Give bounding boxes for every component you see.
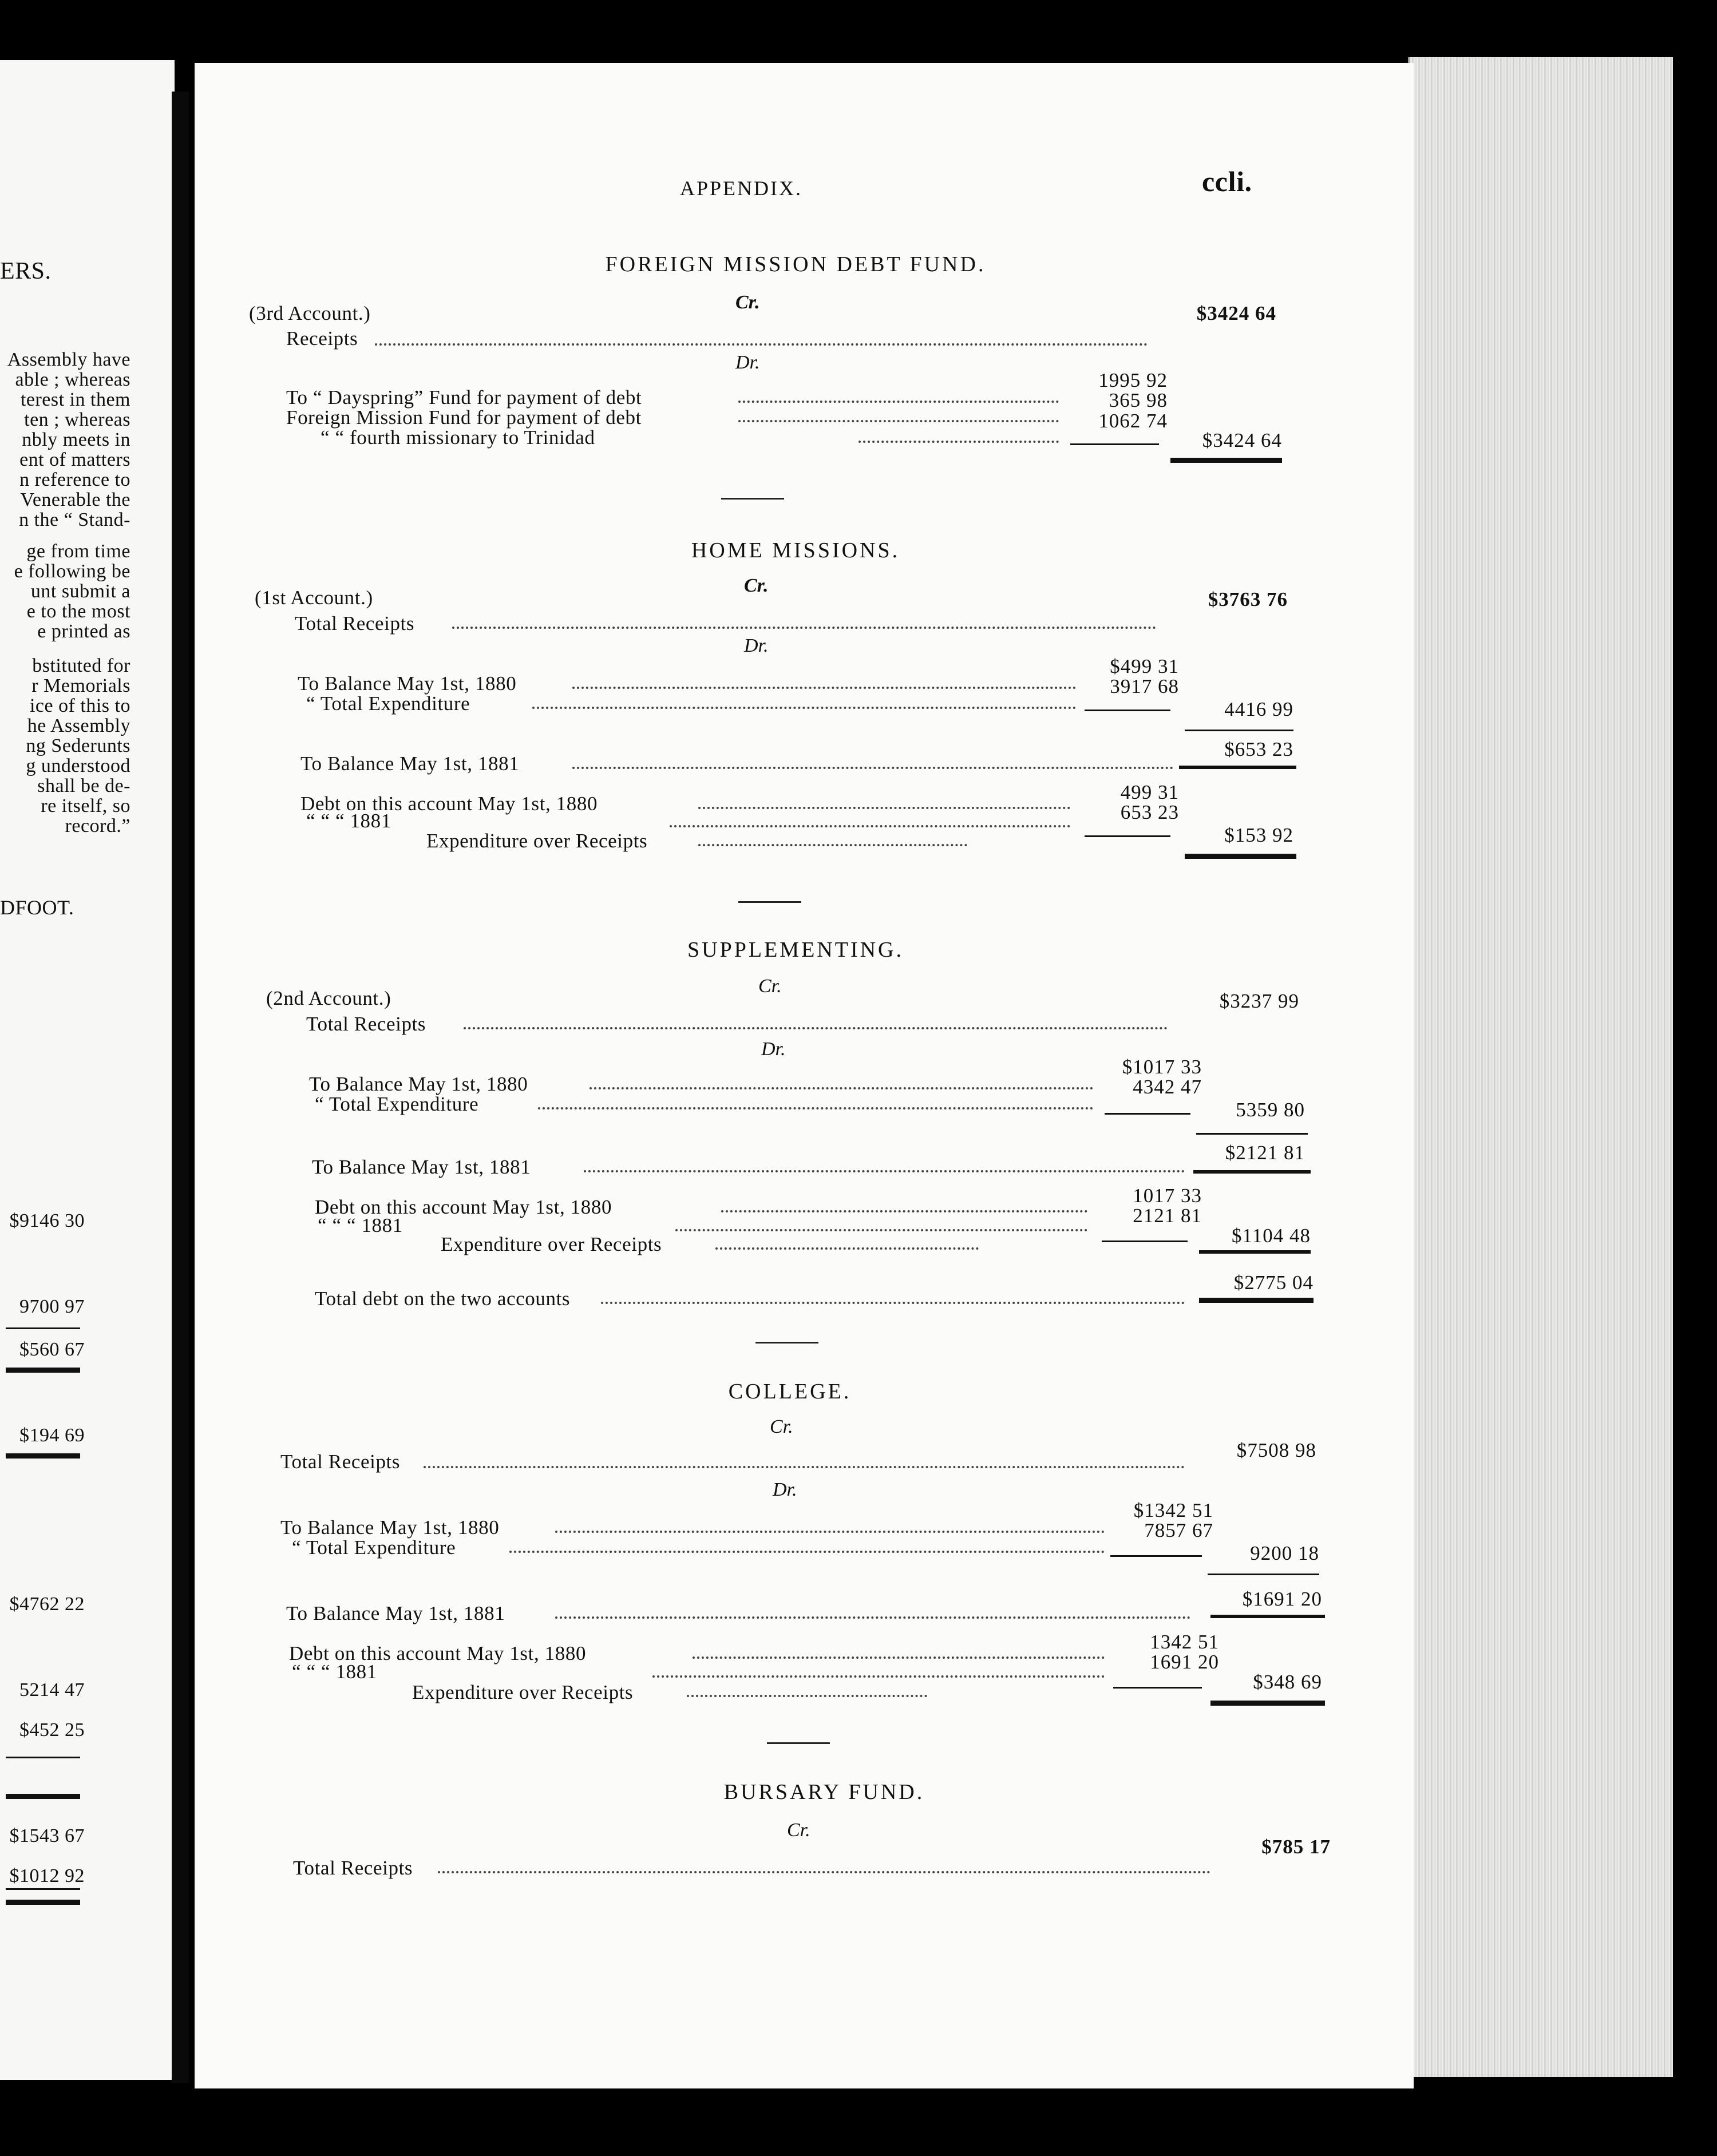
college-debt80: 1342 51 [1150,1631,1219,1653]
left-text-line: e to the most [26,601,130,622]
leader-dots [738,420,1059,422]
rule [1210,1615,1325,1618]
section-title-college: COLLEGE. [728,1380,852,1404]
section-divider [755,1342,818,1343]
college-cr: Cr. [770,1416,793,1437]
rule [1102,1241,1188,1242]
rule [1113,1687,1202,1689]
left-text-line: e printed as [37,621,130,642]
left-text-line: Venerable the [20,489,130,510]
home-debt81-label: “ “ “ 1881 [306,810,391,832]
book-gutter [172,92,189,2083]
fmdf-line-1-label: To “ Dayspring” Fund for payment of debt [286,386,642,409]
left-text-line: ice of this to [29,695,130,716]
college-exp-amount: 7857 67 [1144,1519,1213,1541]
fmdf-line-2-amount: 365 98 [1109,389,1168,411]
leader-dots [452,627,1156,629]
rule [1185,730,1293,731]
left-text-line: ng Sederunts [26,735,130,756]
left-text-line: terest in them [20,389,130,410]
college-exp-label: “ Total Expenditure [292,1536,456,1559]
supp-receipts-total: $3237 99 [1219,990,1299,1012]
home-cr: Cr. [744,575,769,596]
rule [1085,835,1170,837]
supp-over-amount: $1104 48 [1232,1224,1311,1247]
fmdf-line-2-label: Foreign Mission Fund for payment of debt [286,406,642,429]
left-amount: $560 67 [19,1339,85,1360]
left-text-line: bstituted for [32,655,130,676]
leader-dots [687,1695,927,1697]
rule [1196,1133,1308,1135]
home-exp-amount: 3917 68 [1110,675,1179,697]
home-account: (1st Account.) [255,586,373,609]
double-rule [1170,458,1282,463]
rule [6,1453,80,1459]
leader-dots [538,1107,1093,1109]
home-bal81-amount: $653 23 [1224,738,1293,760]
bursary-receipts-label: Total Receipts [293,1857,413,1879]
leader-dots [652,1675,1105,1678]
left-signature: DFOOT. [0,896,74,919]
rule [6,1368,80,1373]
bursary-cr: Cr. [787,1820,810,1841]
main-page [195,63,1414,2088]
rule [1070,443,1159,445]
left-amount: $1543 67 [9,1825,85,1846]
rule [6,1794,80,1799]
leader-dots [572,687,1076,689]
college-receipts-total: $7508 98 [1236,1439,1316,1461]
section-divider [767,1742,830,1744]
college-debt-label: Debt on this account May 1st, 1880 [289,1642,587,1664]
leader-dots [858,441,1059,443]
section-title-supp: SUPPLEMENTING. [687,938,904,962]
supp-exp-amount: 4342 47 [1133,1076,1202,1098]
leader-dots [670,825,1070,827]
supp-bal-amount: $1017 33 [1122,1056,1202,1078]
section-title-home: HOME MISSIONS. [691,538,900,562]
leader-dots [715,1247,979,1250]
leader-dots [584,1170,1185,1172]
left-amount: $9146 30 [9,1210,85,1231]
leader-dots [438,1871,1210,1873]
supp-over-label: Expenditure over Receipts [441,1233,662,1255]
leader-dots [675,1229,1087,1231]
section-title-fmdf: FOREIGN MISSION DEBT FUND. [605,252,986,276]
supp-exp-label: “ Total Expenditure [315,1093,479,1115]
supp-debt81: 2121 81 [1133,1204,1202,1227]
page-number: ccli. [1202,165,1252,197]
leader-dots [698,844,967,846]
rule [6,1888,80,1890]
home-bal81-label: To Balance May 1st, 1881 [300,752,520,775]
double-rule [1185,854,1296,859]
leader-dots [698,807,1070,809]
leader-dots [721,1210,1087,1212]
college-bal81-amount: $1691 20 [1242,1588,1322,1610]
home-sum: 4416 99 [1224,698,1293,720]
home-bal-amount: $499 31 [1110,655,1179,677]
left-text-line: he Assembly [27,715,130,736]
leader-dots [464,1027,1168,1029]
supp-receipts-label: Total Receipts [306,1013,426,1035]
supp-debt-label: Debt on this account May 1st, 1880 [315,1196,612,1218]
fmdf-cr: Cr. [735,292,760,313]
college-dr: Dr. [773,1479,797,1500]
leader-dots [555,1531,1105,1533]
supp-bal-label: To Balance May 1st, 1880 [309,1073,528,1095]
left-amount: $4762 22 [9,1594,85,1615]
left-text-line: n the “ Stand- [19,509,130,530]
college-receipts-label: Total Receipts [280,1450,401,1473]
supp-debt80: 1017 33 [1133,1184,1202,1207]
supp-total-debt: $2775 04 [1233,1271,1314,1294]
leader-dots [738,401,1059,403]
home-over-amount: $153 92 [1224,824,1293,846]
left-amount: $194 69 [19,1425,85,1446]
left-text-line: r Memorials [31,675,130,696]
left-amount: $1012 92 [9,1865,85,1886]
left-text-line: n reference to [19,469,130,490]
home-exp-label: “ Total Expenditure [306,692,470,715]
supp-sum: 5359 80 [1236,1099,1305,1121]
left-text-line: g understood [26,755,130,776]
bursary-receipts-total: $785 17 [1261,1836,1331,1858]
left-amount: 9700 97 [19,1296,85,1317]
home-receipts-label: Total Receipts [295,612,415,635]
left-amount: $452 25 [19,1719,85,1741]
rule [1110,1555,1202,1557]
left-text-line: unt submit a [30,581,130,602]
leader-dots [601,1302,1185,1304]
supp-bal81-amount: $2121 81 [1225,1142,1305,1164]
home-over-label: Expenditure over Receipts [426,830,648,852]
rule [1105,1113,1190,1115]
college-bal-amount: $1342 51 [1133,1499,1213,1521]
home-receipts-total: $3763 76 [1208,588,1288,611]
home-dr: Dr. [744,635,769,656]
fmdf-receipts-total: $3424 64 [1196,302,1276,324]
leader-dots [572,767,1173,769]
rule [6,1900,80,1905]
home-debt80: 499 31 [1120,781,1179,803]
left-text-line: re itself, so [41,795,130,817]
section-divider [738,901,801,903]
rule [6,1327,80,1329]
college-sum: 9200 18 [1250,1542,1319,1564]
rule [1085,710,1170,711]
leader-dots [555,1616,1190,1619]
left-text-line: nbly meets in [22,429,130,450]
college-bal81-label: To Balance May 1st, 1881 [286,1602,505,1624]
rule [1193,1170,1311,1174]
college-over-label: Expenditure over Receipts [412,1681,634,1703]
supp-debt81-label: “ “ “ 1881 [318,1214,403,1236]
college-over-amount: $348 69 [1253,1671,1322,1693]
left-text-line: Assembly have [7,349,130,370]
supp-cr: Cr. [758,976,782,997]
fmdf-dr-total: $3424 64 [1202,429,1282,451]
home-debt81: 653 23 [1120,801,1179,823]
fmdf-receipts-label: Receipts [286,327,358,350]
left-page [0,60,175,2080]
fmdf-line-3-label: “ “ fourth missionary to Trinidad [321,426,595,449]
left-text-line: ge from time [26,541,130,562]
fmdf-line-1-amount: 1995 92 [1098,369,1168,391]
rule [1208,1574,1319,1575]
leader-dots [375,343,1148,346]
supp-account: (2nd Account.) [266,987,391,1009]
leader-dots [424,1466,1185,1468]
fmdf-line-3-amount: 1062 74 [1098,410,1168,432]
college-debt81-label: “ “ “ 1881 [292,1660,377,1683]
home-debt-label: Debt on this account May 1st, 1880 [300,792,598,815]
rule [6,1757,80,1758]
college-bal-label: To Balance May 1st, 1880 [280,1516,500,1539]
left-text-line: e following be [14,561,130,582]
double-rule [1210,1701,1325,1706]
leader-dots [532,707,1076,709]
left-text-line: record.” [65,815,130,837]
section-divider [721,498,784,500]
leader-dots [590,1087,1093,1089]
leader-dots [509,1551,1105,1553]
left-amount: 5214 47 [19,1679,85,1701]
left-text-line: ent of matters [19,449,130,470]
rule [1179,766,1296,769]
supp-dr: Dr. [761,1039,786,1060]
home-bal-label: To Balance May 1st, 1880 [298,672,517,695]
leader-dots [693,1656,1105,1659]
page-title: APPENDIX. [680,177,803,200]
left-text-line: ten ; whereas [24,409,130,430]
fmdf-dr: Dr. [735,352,760,373]
rule [1199,1250,1311,1254]
left-heading: ERS. [0,258,52,284]
double-rule [1199,1298,1314,1303]
left-text-line: able ; whereas [15,369,130,390]
section-title-bursary: BURSARY FUND. [723,1780,925,1804]
supp-bal81-label: To Balance May 1st, 1881 [312,1156,531,1178]
supp-total-debt-label: Total debt on the two accounts [315,1287,571,1310]
left-text-line: shall be de- [37,775,130,796]
fmdf-account: (3rd Account.) [249,302,371,324]
page-edges [1408,57,1673,2077]
college-debt81: 1691 20 [1150,1651,1219,1673]
